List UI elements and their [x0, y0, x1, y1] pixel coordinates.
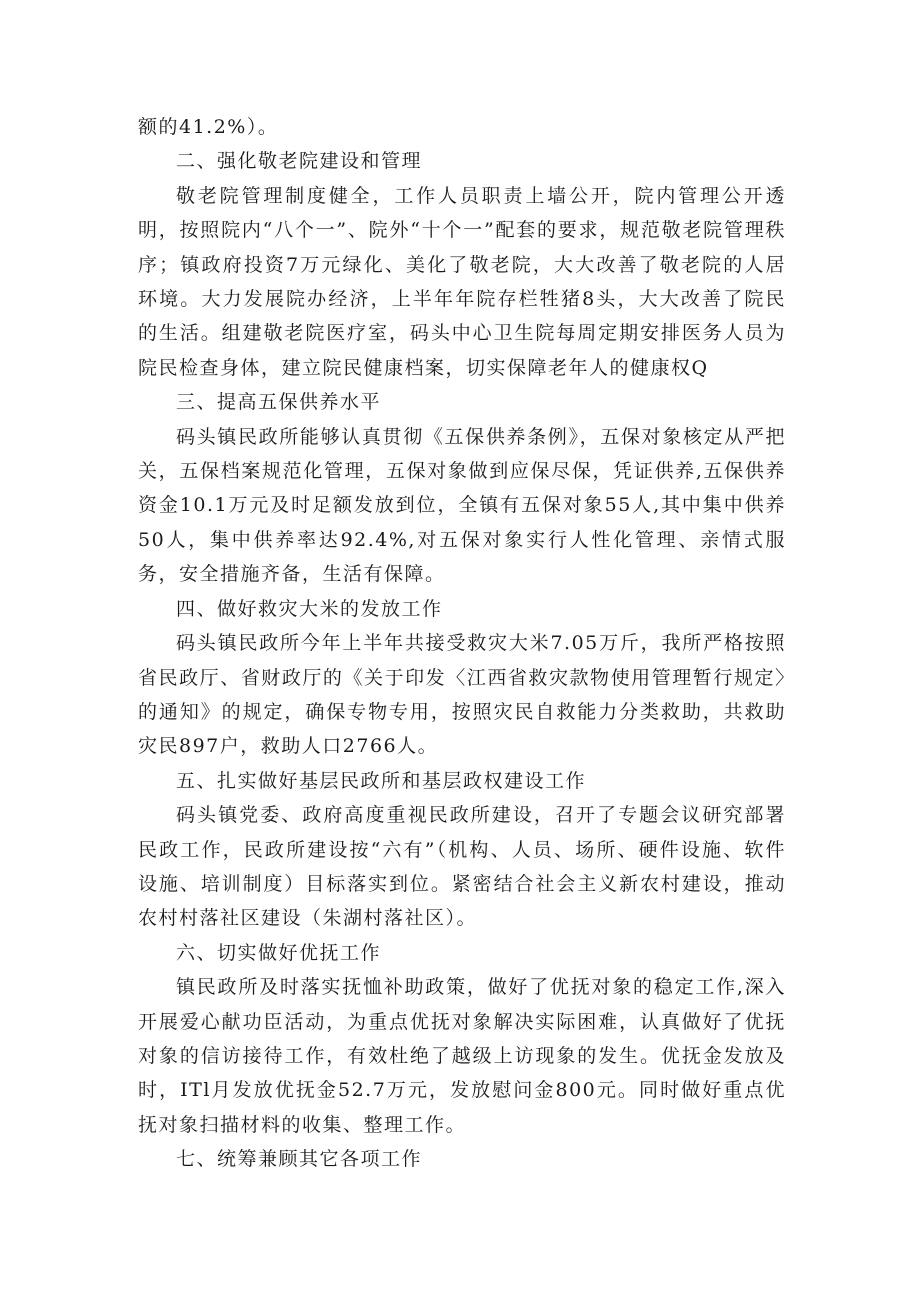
paragraph-disaster-rice: 码头镇民政所今年上半年共接受救灾大米7.05万斤，我所严格按照省民政厅、省财政厅的《关于印发〈江西省救灾款物使用管理暂行规定〉的通知》的规定，确保专物专用，按照灾民自救能力分类救助，共救助灾民897户，救助人口2766人。 [138, 632, 786, 758]
section-heading-other-work: 七、统筹兼顾其它各项工作 [176, 1148, 423, 1171]
paragraph-grassroots: 码头镇党委、政府高度重视民政所建设，召开了专题会议研究部署民政工作，民政所建设按“六有”（机构、人员、场所、硬件设施、软件设施、培训制度）目标落实到位。紧密结合社会主义新农村建设，推动农村村落社区建设（朱湖村落社区）。 [138, 804, 786, 930]
section-heading-five-guarantees: 三、提高五保供养水平 [176, 391, 382, 414]
section-heading-elderly-home: 二、强化敬老院建设和管理 [176, 150, 423, 173]
paragraph-special-care: 镇民政所及时落实抚恤补助政策，做好了优抚对象的稳定工作,深入开展爱心献功臣活动，为重点优抚对象解决实际困难，认真做好了优抚对象的信访接待工作，有效杜绝了越级上访现象的发生。优抚金发放及时，ITl月发放优抚金52.7万元，发放慰问金800元。同时做好重点优抚对象扫描材料的收集、整理工作。 [138, 976, 786, 1136]
paragraph-five-guarantees: 码头镇民政所能够认真贯彻《五保供养条例》，五保对象核定从严把关，五保档案规范化管理，五保对象做到应保尽保，凭证供养,五保供养资金10.1万元及时足额发放到位，全镇有五保对象55人,其中集中供养50人，集中供养率达92.4%,对五保对象实行人性化管理、亲情式服务，安全措施齐备，生活有保障。 [138, 425, 786, 586]
paragraph-elderly-home: 敬老院管理制度健全，工作人员职责上墙公开，院内管理公开透明，按照院内“八个一”、院外“十个一”配套的要求，规范敬老院管理秩序；镇政府投资7万元绿化、美化了敬老院，大大改善了敬老院的人居环境。大力发展院办经济，上半年年院存栏牲猪8头，大大改善了院民的生活。组建敬老院医疗室，码头中心卫生院每周定期安排医务人员为院民检查身体，建立院民健康档案，切实保障老年人的健康权Q [138, 184, 786, 379]
section-heading-special-care: 六、切实做好优抚工作 [176, 941, 382, 964]
section-heading-grassroots: 五、扎实做好基层民政所和基层政权建设工作 [176, 769, 587, 792]
section-heading-disaster-rice: 四、做好救灾大米的发放工作 [176, 597, 443, 620]
continuation-paragraph: 额的41.2%）。 [138, 116, 279, 138]
document-body [138, 110, 786, 1177]
